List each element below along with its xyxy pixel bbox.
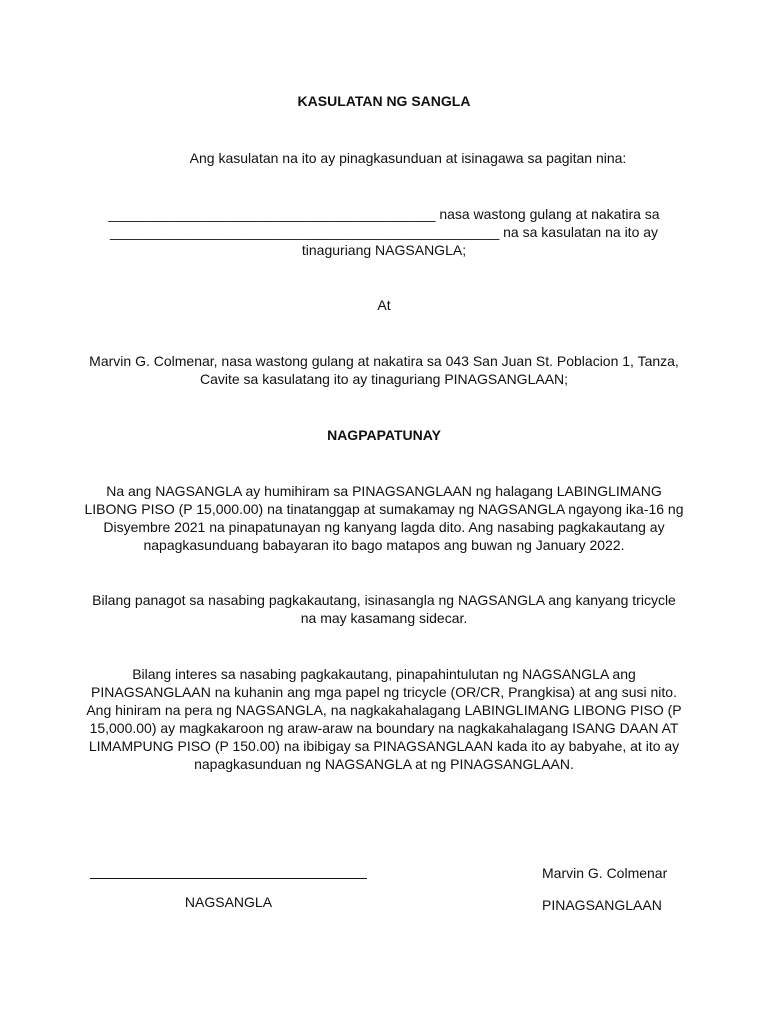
borrower-label: NAGSANGLA <box>184 894 273 910</box>
signature-line <box>90 862 367 879</box>
party1-line-3: tinaguriang NAGSANGLA; <box>301 242 467 258</box>
signature-block-lender <box>542 864 722 914</box>
section-heading: NAGPAPATUNAY <box>327 427 441 443</box>
intro-text: Ang kasulatan na ito ay pinagkasunduan at isinagawa sa pagitan nina: <box>189 150 627 166</box>
paragraph-interest: Bilang interes sa nasabing pagkakautang, pinapahintulutan ng NAGSANGLA ang PINAGSANGLAAN na kuhanin ang mga papel ng tricycle (OR/CR, Prangkisa) at ang susi nito. Ang hiniram na pera ng NAGSANGLA, na nagkakahalagang LABINGLIMANG LIBONG PISO (P 15,000.00) ay magkakaroon ng araw-araw na boundary na nagkakahalagang ISANG DAAN AT LIMAMPUNG PISO (P 150.00) na ibibigay sa PINAGSANGLAAN kada ito ay babyahe, at ito ay napagkasunduan ng NAGSANGLA at ng PINAGSANGLAAN. <box>86 666 682 772</box>
signature-block-borrower <box>90 862 367 911</box>
document-title: KASULATAN NG SANGLA <box>297 93 471 109</box>
paragraph-collateral: Bilang panagot sa nasabing pagkakautang, isinasangla ng NAGSANGLA ang kanyang tricycle na may kasamang sidecar. <box>92 592 676 626</box>
party1-line-2: __________________________________________________ na sa kasulatan na ito ay <box>109 224 659 240</box>
party1-clause <box>84 205 684 259</box>
lender-label: PINAGSANGLAAN <box>542 897 662 913</box>
party2-clause: Marvin G. Colmenar, nasa wastong gulang at nakatira sa 043 San Juan St. Poblacion 1, Tanza, Cavite sa kasulatang ito ay tinaguriang PINAGSANGLAAN; <box>89 353 679 387</box>
conjunction-text: At <box>377 297 391 313</box>
party1-line-1: __________________________________________ nasa wastong gulang at nakatira sa <box>108 206 660 222</box>
lender-name: Marvin G. Colmenar <box>542 865 668 881</box>
paragraph-loan: Na ang NAGSANGLA ay humihiram sa PINAGSANGLAAN ng halagang LABINGLIMANG LIBONG PISO (P 15,000.00) na tinatanggap at sumakamay ng NAGSANGLA ngayong ika-16 ng Disyembre 2021 na pinapatunayan ng kanyang lagda dito. Ang nasabing pagkakautang ay napagkasunduang babayaran ito bago matapos ang buwan ng January 2022. <box>84 483 684 553</box>
